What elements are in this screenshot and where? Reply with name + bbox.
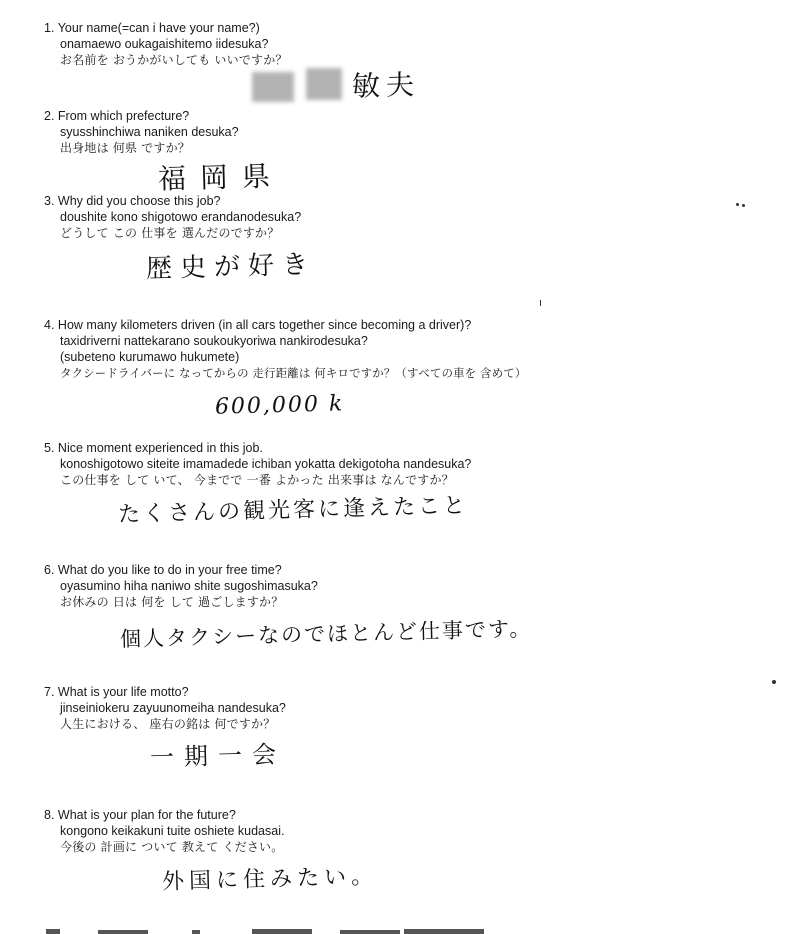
question-romaji: onamaewo oukagaishitemo iidesuka?: [60, 37, 269, 51]
question-english: From which prefecture?: [57, 109, 190, 123]
question-english: What is your plan for the future?: [57, 808, 236, 822]
question-japanese: 今後の 計画に ついて 教えて ください。: [60, 840, 284, 854]
question-english: How many kilometers driven (in all cars together since becoming a driver)?: [57, 318, 472, 332]
question-japanese: お休みの 日は 何を して 過ごしますか？: [60, 595, 284, 609]
question-8: [44, 807, 284, 855]
question-romaji: kongono keikakuni tuite oshiete kudasai.: [60, 824, 285, 838]
answer-4: 600,000 k: [214, 391, 345, 420]
answer-1: 敏夫: [351, 68, 421, 103]
question-japanese: タクシードライバーに なってからの 走行距離は 何キロですか？（すべての車を 含めて）: [60, 366, 527, 380]
question-japanese: お名前を おうかがいしても いいですか？: [60, 53, 288, 67]
question-number: 8.: [44, 808, 55, 822]
answer-7: 一期一会: [149, 740, 287, 772]
scan-speck: [736, 203, 739, 206]
question-japanese: 出身地は 何県 ですか？: [60, 141, 191, 155]
answer-2: 福岡県: [157, 159, 285, 196]
question-number: 1.: [44, 21, 55, 35]
question-romaji: konoshigotowo siteite imamadede ichiban yokatta dekigotoha nandesuka?: [60, 457, 472, 471]
cut-off-text-fragment: [40, 925, 500, 934]
question-romaji: taxidriverni nattekarano soukoukyoriwa nankirodesuka?: [60, 334, 368, 348]
question-2: [44, 108, 239, 156]
question-romaji: doushite kono shigotowo erandanodesuka?: [60, 210, 302, 224]
question-number: 4.: [44, 318, 55, 332]
scan-speck: [772, 680, 776, 684]
question-4: [44, 317, 527, 381]
question-romaji-2: (subeteno kurumawo hukumete): [60, 350, 240, 364]
cut-off-next-question: [40, 924, 500, 934]
question-english: Your name(=can i have your name?): [57, 21, 260, 35]
question-romaji: oyasumino hiha naniwo shite sugoshimasuka?: [60, 579, 318, 593]
question-japanese: この仕事を して いて、 今までで 一番 よかった 出来事は なんですか？: [60, 473, 454, 487]
answer-6: 個人タクシーなのでほとんど仕事です。: [119, 616, 533, 652]
redacted-name-part-2: [306, 68, 342, 100]
question-number: 6.: [44, 563, 55, 577]
question-number: 2.: [44, 109, 55, 123]
answer-5: たくさんの観光客に逢えたこと: [117, 493, 469, 528]
question-5: [44, 440, 471, 488]
answer-8: 外国に住みたい。: [161, 864, 379, 895]
scan-speck: [742, 204, 745, 207]
question-3: [44, 193, 301, 241]
question-number: 3.: [44, 194, 55, 208]
question-japanese: どうして この 仕事を 選んだのですか？: [60, 226, 280, 240]
scan-speck: [540, 300, 541, 306]
question-romaji: syusshinchiwa naniken desuka?: [60, 125, 239, 139]
answer-3: 歴史が好き: [145, 249, 317, 285]
question-1: [44, 20, 288, 68]
question-number: 7.: [44, 685, 55, 699]
question-romaji: jinseiniokeru zayuunomeiha nandesuka?: [60, 701, 286, 715]
question-japanese: 人生における、 座右の銘は 何ですか？: [60, 717, 276, 731]
question-english: Nice moment experienced in this job.: [57, 441, 263, 455]
question-english: What is your life motto?: [57, 685, 189, 699]
redacted-name-part-1: [252, 72, 294, 102]
question-7: [44, 684, 286, 732]
question-number: 5.: [44, 441, 55, 455]
question-6: [44, 562, 318, 610]
question-english: Why did you choose this job?: [57, 194, 221, 208]
question-english: What do you like to do in your free time?: [57, 563, 282, 577]
